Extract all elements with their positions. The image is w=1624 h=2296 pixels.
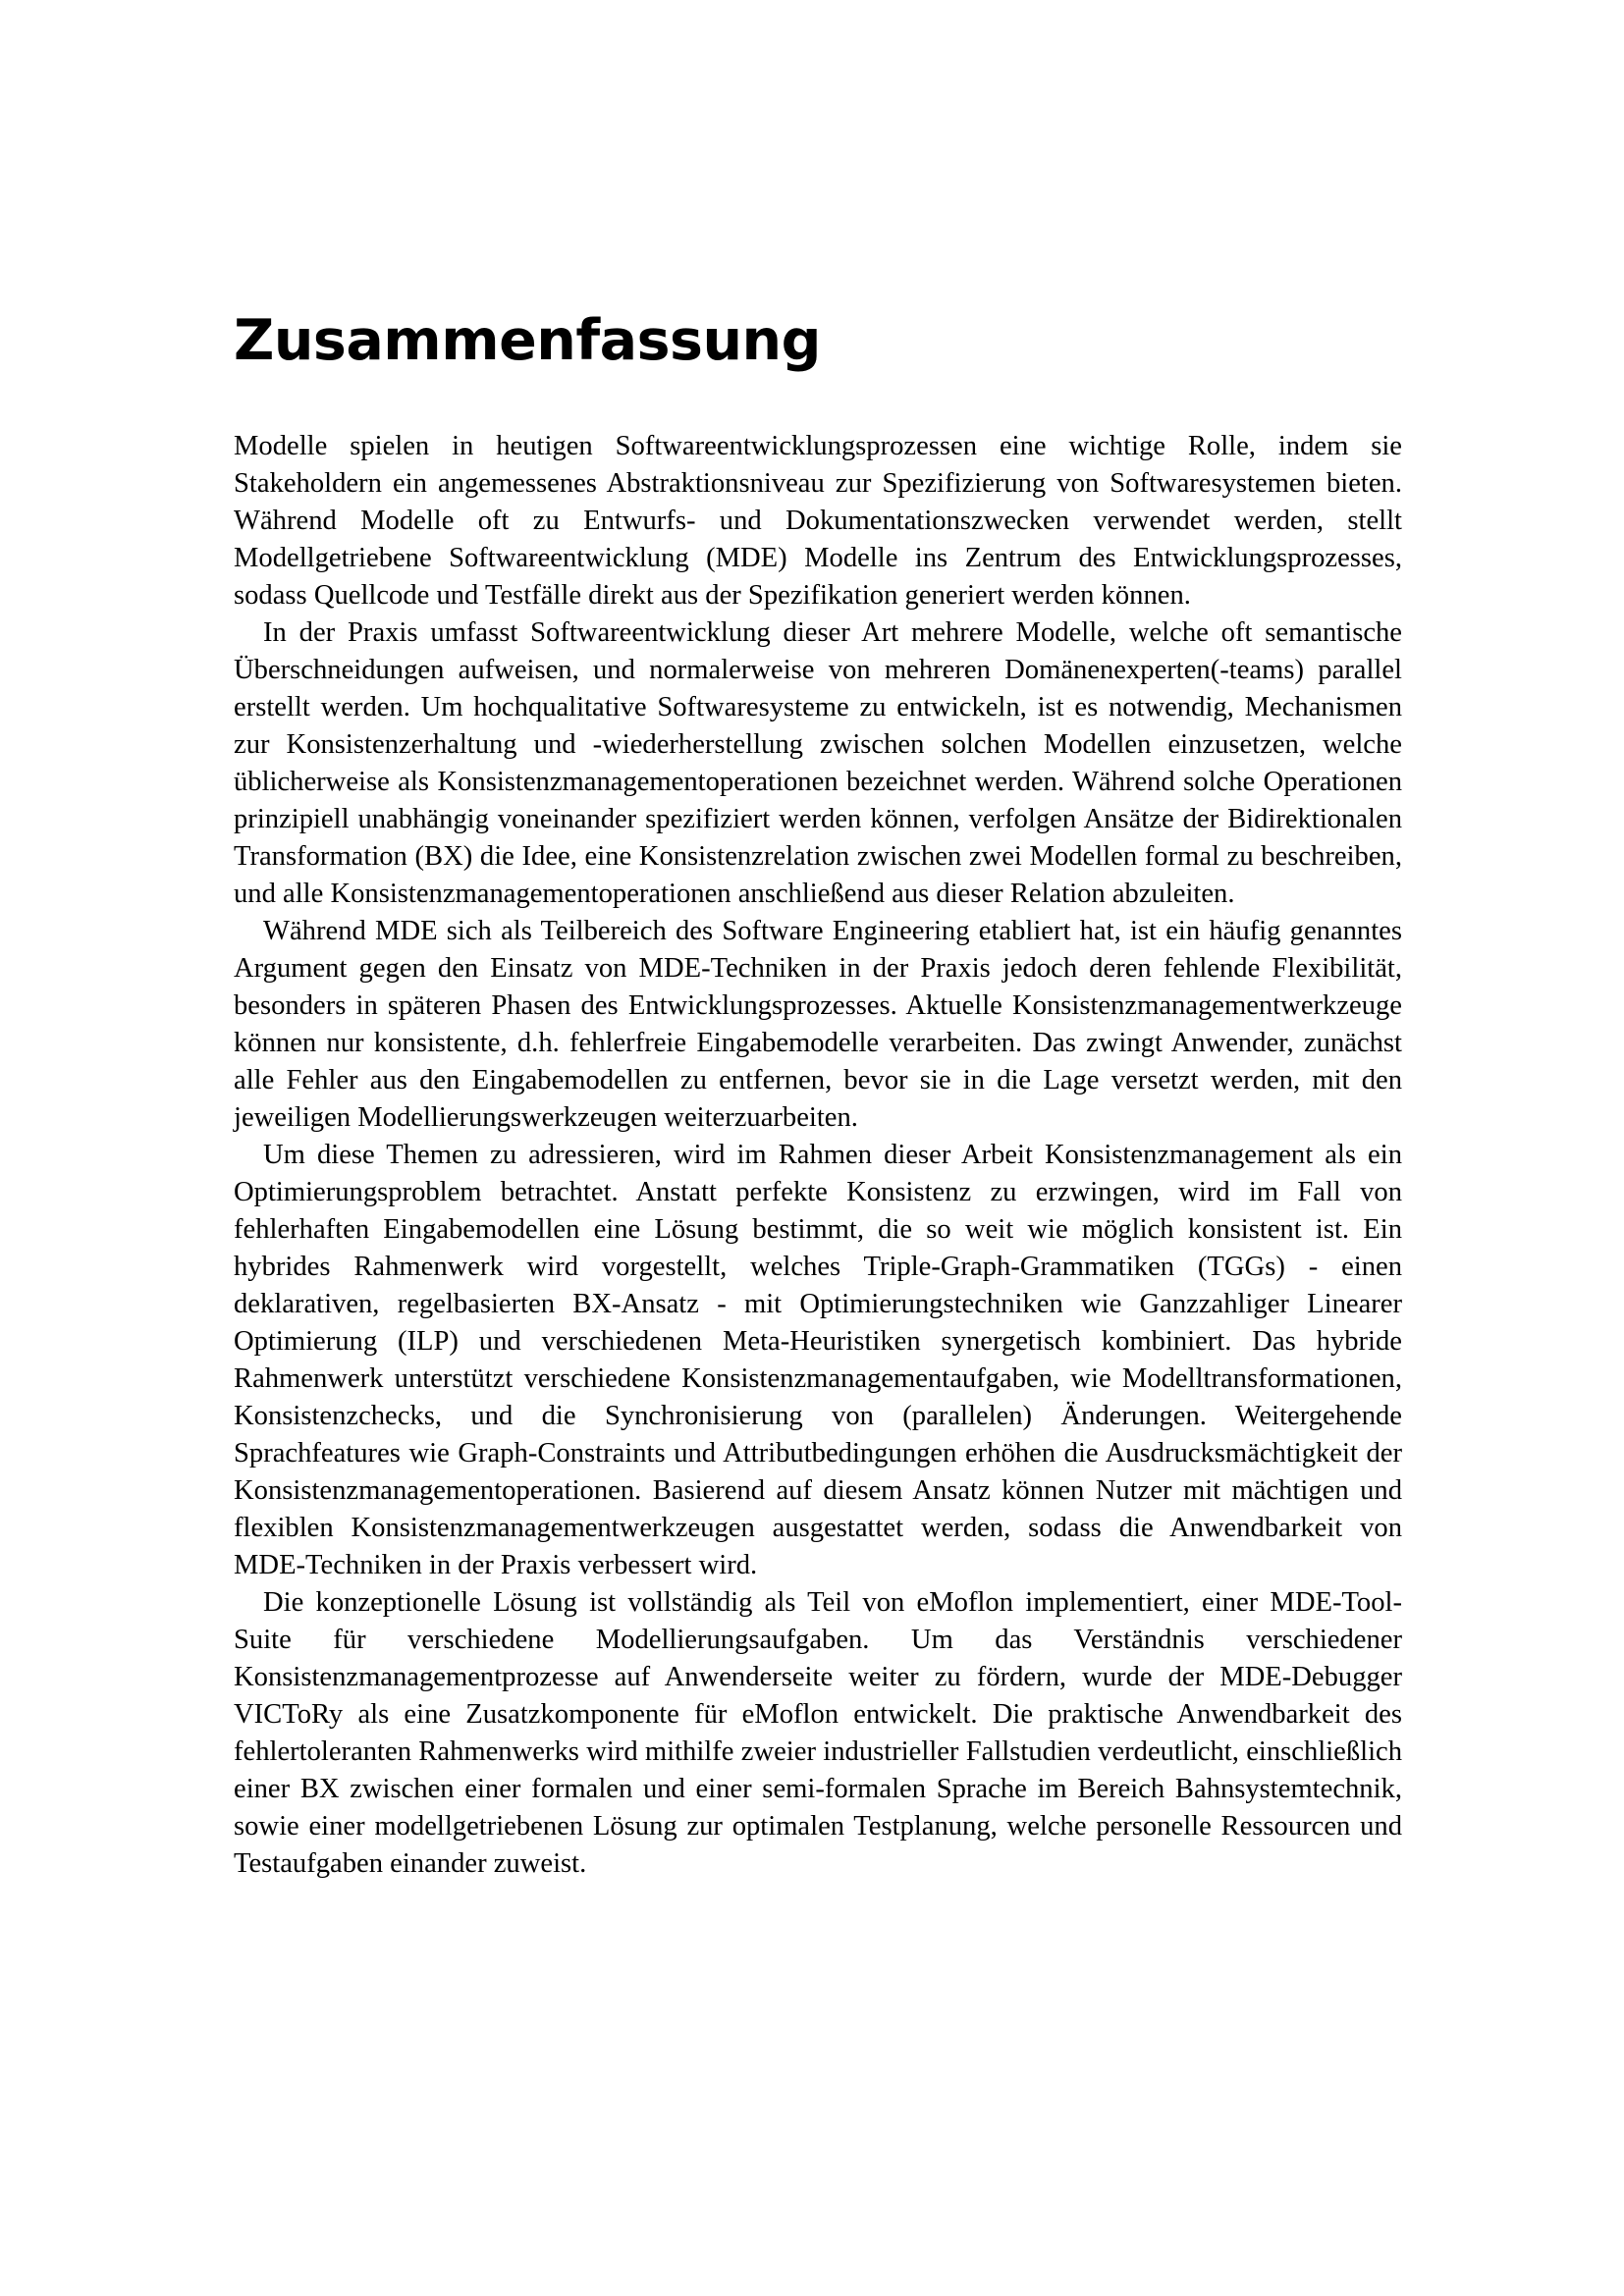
paragraph: Um diese Themen zu adressieren, wird im Rahmen dieser Arbeit Konsistenzmanagement als ein Optimierungsproblem betrachtet. Anstatt perfekte Konsistenz zu erzwingen, wird im Fall von fehlerhaften Eingabemodellen eine Lösung bestimmt, die so weit wie möglich konsistent ist. Ein hybrides Rahmenwerk wird vorgestellt, welches Triple-Graph-Grammatiken (TGGs) - einen deklarativen, regelbasierten BX-Ansatz - mit Optimierungstechniken wie Ganzzahliger Linearer Optimierung (ILP) und verschiedenen Meta-Heuristiken synergetisch kombiniert. Das hybride Rahmenwerk unterstützt verschiedene Konsistenzmanagementaufgaben, wie Modelltransformationen, Konsistenzchecks, und die Synchronisierung von (parallelen) Änderungen. Weitergehende Sprachfeatures wie Graph-Constraints und Attributbedingungen erhöhen die Ausdrucksmächtigkeit der Konsistenzmanagementoperationen. Basierend auf diesem Ansatz können Nutzer mit mächtigen und flexiblen Konsistenzmanagementwerkzeugen ausgestattet werden, sodass die Anwendbarkeit von MDE-Techniken in der Praxis verbessert wird. (234, 1140, 1402, 1580)
paragraph: Die konzeptionelle Lösung ist vollständig als Teil von eMoflon implementiert, einer MDE-Tool-Suite für verschiedene Modellierungsaufgaben. Um das Verständnis verschiedener Konsistenzmanagementprozesse auf Anwenderseite weiter zu fördern, wurde der MDE-Debugger VICToRy als eine Zusatzkomponente für eMoflon entwickelt. Die praktische Anwendbarkeit des fehlertoleranten Rahmenwerks wird mithilfe zweier industrieller Fallstudien verdeutlicht, einschließlich einer BX zwischen einer formalen und einer semi-formalen Sprache im Bereich Bahnsystemtechnik, sowie einer modellgetriebenen Lösung zur optimalen Testplanung, welche personelle Ressourcen und Testaufgaben einander zuweist. (234, 1587, 1402, 1879)
document-page (234, 0, 1402, 2296)
paragraph: In der Praxis umfasst Softwareentwicklung dieser Art mehrere Modelle, welche oft semantische Überschneidungen aufweisen, und normalerweise von mehreren Domänenexperten(-teams) parallel erstellt werden. Um hochqualitative Softwaresysteme zu entwickeln, ist es notwendig, Mechanismen zur Konsistenzerhaltung und -wiederherstellung zwischen solchen Modellen einzusetzen, welche üblicherweise als Konsistenzmanagementoperationen bezeichnet werden. Während solche Operationen prinzipiell unabhängig voneinander spezifiziert werden können, verfolgen Ansätze der Bidirektionalen Transformation (BX) die Idee, eine Konsistenzrelation zwischen zwei Modellen formal zu beschreiben, und alle Konsistenzmanagementoperationen anschließend aus dieser Relation abzuleiten. (234, 617, 1402, 909)
paragraph: Modelle spielen in heutigen Softwareentwicklungsprozessen eine wichtige Rolle, indem sie Stakeholdern ein angemessenes Abstraktionsniveau zur Spezifizierung von Softwaresystemen bieten. Während Modelle oft zu Entwurfs- und Dokumentationszwecken verwendet werden, stellt Modellgetriebene Softwareentwicklung (MDE) Modelle ins Zentrum des Entwicklungsprozesses, sodass Quellcode und Testfälle direkt aus der Spezifikation generiert werden können. (234, 431, 1402, 611)
paragraph: Während MDE sich als Teilbereich des Software Engineering etabliert hat, ist ein häufig genanntes Argument gegen den Einsatz von MDE-Techniken in der Praxis jedoch deren fehlende Flexibilität, besonders in späteren Phasen des Entwicklungsprozesses. Aktuelle Konsistenzmanagementwerkzeuge können nur konsistente, d.h. fehlerfreie Eingabemodelle verarbeiten. Das zwingt Anwender, zunächst alle Fehler aus den Eingabemodellen zu entfernen, bevor sie in die Lage versetzt werden, mit den jeweiligen Modellierungswerkzeugen weiterzuarbeiten. (234, 916, 1402, 1133)
page-title: Zusammenfassung (234, 308, 821, 373)
abstract-body (234, 428, 1402, 1883)
